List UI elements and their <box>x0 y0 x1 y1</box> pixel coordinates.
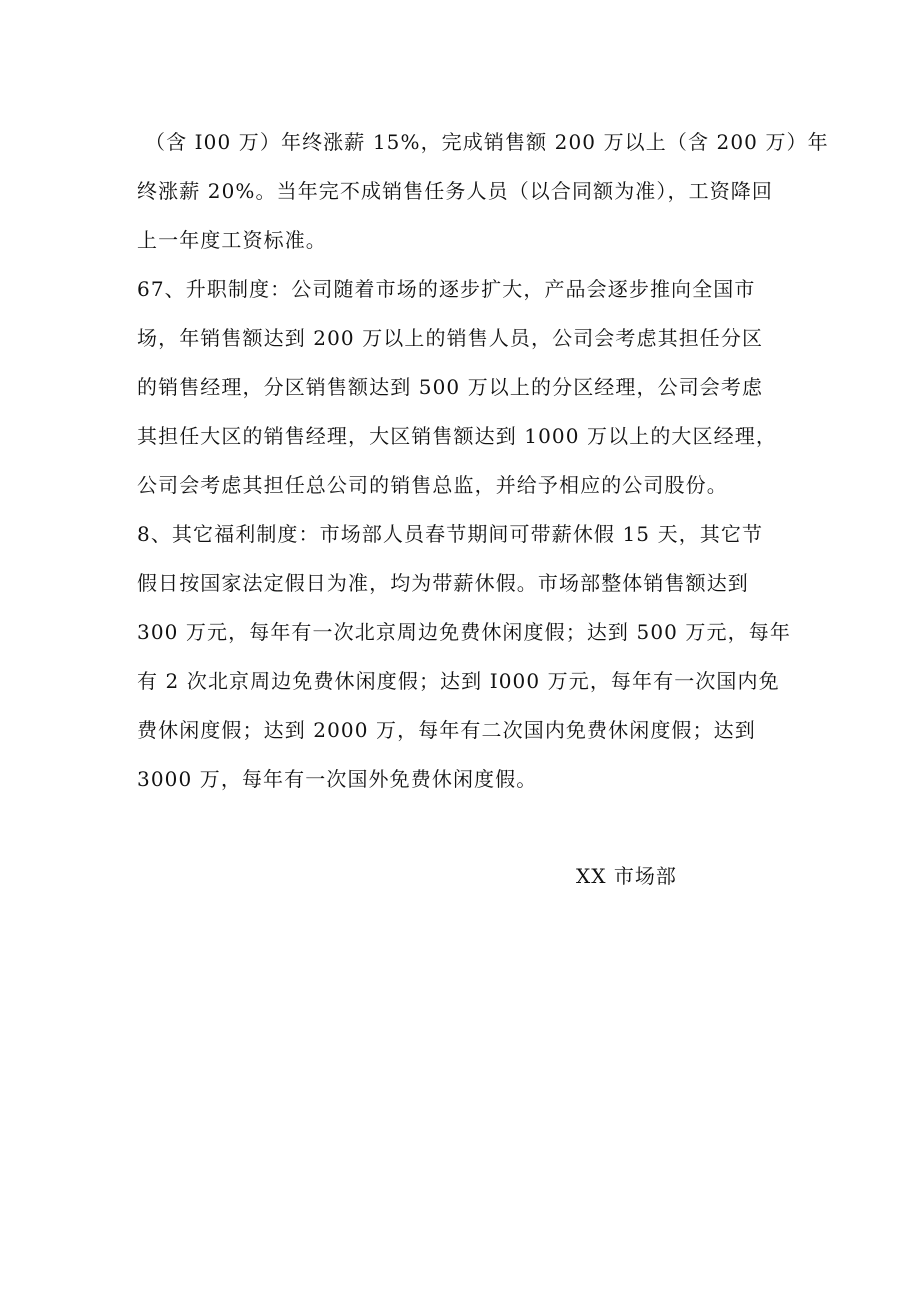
department-signature: XX 市场部 <box>576 864 677 888</box>
text-line: 300 万元，每年有一次北京周边免费休闲度假；达到 500 万元，每年 <box>137 620 791 644</box>
text-line: 有 2 次北京周边免费休闲度假；达到 I000 万元，每年有一次国内免 <box>137 669 780 693</box>
text-line: 上一年度工资标准。 <box>137 228 327 252</box>
text-line: 67、升职制度：公司随着市场的逐步扩大，产品会逐步推向全国市 <box>137 277 756 301</box>
text-line: 8、其它福利制度：市场部人员春节期间可带薪休假 15 天，其它节 <box>137 522 764 546</box>
text-line: 公司会考虑其担任总公司的销售总监，并给予相应的公司股份。 <box>137 473 728 497</box>
text-line: 其担任大区的销售经理，大区销售额达到 1000 万以上的大区经理， <box>137 424 777 448</box>
text-line: 终涨薪 20%。当年完不成销售任务人员（以合同额为准），工资降回 <box>137 179 774 203</box>
text-line: 假日按国家法定假日为准，均为带薪休假。市场部整体销售额达到 <box>137 571 749 595</box>
text-line: 场，年销售额达到 200 万以上的销售人员，公司会考虑其担任分区 <box>137 326 764 350</box>
text-line: 3000 万，每年有一次国外免费休闲度假。 <box>137 767 538 791</box>
text-line: 费休闲度假；达到 2000 万，每年有二次国内免费休闲度假；达到 <box>137 718 756 742</box>
text-line: （含 I00 万）年终涨薪 15%，完成销售额 200 万以上（含 200 万）年 <box>145 130 829 154</box>
text-line: 的销售经理，分区销售额达到 500 万以上的分区经理，公司会考虑 <box>137 375 764 399</box>
